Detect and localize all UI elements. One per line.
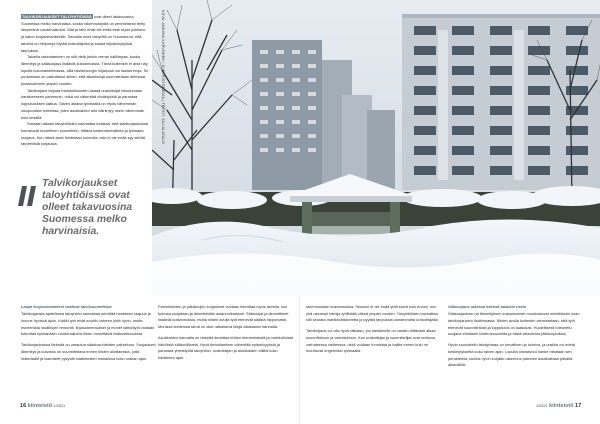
intro-paragraph: ovat olleet takavuosina Suomessa melko harvinaisia, koska rakennustyötä on perinteisesti tehty lämpiminä vuodenaikoina. Sää ja talvi eivät ole enää este myös julkisivu- ja katon korjaushankkeille. Samalla moni taloyhtiö on huomannut, että talvella on helpompi löytää urakoitsijoita ja saada kilpailukykyisiä tarjouksia. — [21, 14, 147, 53]
body-column-4 — [448, 304, 584, 369]
left-folio — [20, 403, 65, 409]
left-magazine-name: kiinteistö — [27, 403, 53, 409]
right-page-number: 17 — [574, 403, 582, 409]
intro-paragraph: Samaan aikaan taloyhtiöiden kannattaa muistaa, että talvikorjauksissa korostuvat huolellinen suunnittelu, riittävä kosteudenhallinta ja työmaan suojaus. Kun nämä asiat hoidetaan kunnolla, talvi ei ole enää syy siirtää tarpeellista korjausta. — [21, 121, 148, 147]
column-paragraph: Asukkaiden kannalta on tärkeää tiedottaa töiden etenemisestä ja mahdollisista häiriöistä säännöllisesti. Hyvä tiedottaminen vähentää epäselvyyksiä ja parantaa yhteistyötä taloyhtiön, urakoitsijan ja asukkaiden välillä koko hankkeen ajan. — [158, 334, 293, 360]
right-issue: 1/2021 — [536, 404, 548, 408]
column-subheading: Laajat korjaushankkeet vaativat talvisuunnittelua — [21, 304, 112, 309]
intro-text — [21, 14, 149, 148]
left-issue: 1/2021 — [53, 404, 66, 408]
right-magazine-name: kiinteistö — [549, 403, 574, 409]
intro-paragraph: Talvikorjaus tarjoaa mahdollisuuden saada urakoitsijat sitoutumaan hankkeeseen paremmin, mikä voi vähentää viivästyksiä ja parantaa lopputuloksen laatua. Talven aikana työmaalla on myös vähemmän ulkopuolista toimintaa, joten asukkaiden arki häiriintyy usein vähemmän kuin kesällä. — [21, 87, 145, 120]
column-paragraph: Hyvin suunniteltu talvityömaa on turvallinen ja toimiva, ja urakka voi edetä keskeytyksettä koko talven ajan. Lopulta onnistunut hanke mitataan sen perusteella, kuinka hyvin korjattu rakennus palvelee asukkaitaan pitkällä aikavälillä. — [448, 342, 575, 368]
right-folio — [536, 403, 581, 409]
column-subheading: Sääsuojaus maksaa itsensä takaisin usein — [448, 304, 527, 309]
pull-quote-text: Talvikorjaukset taloyhtiöissä ovat olleet takavuosina Suomessa melko harvinaisia. — [42, 178, 133, 237]
left-page-number: 16 — [20, 403, 27, 409]
intro-paragraph: Talvella rakentaminen on silti vielä jonkin verran kalliimpaa, koska lämmitys ja sääsuojaus lisäävät kustannuksia. Tämä kuitenkin ei aina näy lopulta kokonaishinnassa, sillä talvisesongin hiljaisuus voi tasata eroja. Se puolestaan on vaikuttanut siihen, että aikatauluja suunnitellaan aiempaa joustavammin ympäri vuoden. — [21, 54, 149, 87]
intro-lead-heading: TALVIKORJAUKSET TALOYHTIÖISSÄ — [22, 14, 92, 19]
body-column-2 — [158, 304, 294, 362]
column-paragraph: Talvikorjauksissa tärkeää on varautua sääolosuhteiden vaihteluun. Suojaukset, lämmitys ja kuivatus on suunniteltava ennen töiden aloittamista, jotta materiaalit ja rakenteet pysyvät vaatimusten mukaisina koko urakan ajan. — [21, 342, 157, 361]
winter-apartment-photo — [152, 0, 600, 296]
column-paragraph: rakennusalan kustannuksia. Sesonki ei ole enää yhtä selvä kuin ennen, kun yhä useampi toimija työllistää väkeä ympäri vuoden. Taloyhtiöiden kannattaa silti seurata markkinatilannetta ja pyytää tarjouksia useammalta urakoitsijalta. — [306, 304, 439, 323]
column-paragraph: Parvekkeiden ja julkisivujen korjaukset voidaan toteuttaa myös talvella, kun työmaa suojataan ja lämmitetään asianmukaisesti. Sääsuojat ja lämmittimet lisäävät kustannuksia, mutta niiden avulla työt etenevät säästä riippumatta. Monissa kohteissa tämä on ollut ratkaiseva tekijä aikataulun kannalta. — [158, 304, 289, 330]
column-paragraph: Talvikorjausta ajatellessa taloyhtiön kannattaa selvittää hankkeen laajuus ja luonne hyvissä ajoin. Kaikki työt eivät sovellu talveen yhtä hyvin, mutta esimerkiksi sisätilojen remontit, linjasaneeraukset ja monet sähkötyöt voidaan toteuttaa kylmänäkin vuodenaikana ilman merkittäviä lisäkustannuksia. — [21, 311, 155, 337]
quote-mark-icon — [18, 184, 38, 208]
photo-illustration — [152, 0, 600, 296]
column-paragraph: Talvikorjaus voi olla hyvä ratkaisu, jos hankkeelle on varattu riittävästi aikaa suunnitteluun ja valmisteluun. Kun urakoitsijat ja suunnittelijat ovat mukana varhaisessa vaiheessa, riskit voidaan tunnistaa ja hallita ennen kuin ne muuttuvat ongelmiksi työmaalla. — [306, 328, 436, 354]
body-column-1 — [21, 304, 157, 362]
photo-credit: KUVA: ANNIINA KARVONEN / KIINTEISTÖMEDIA | TEKSTI: KAJ ALATALO — [161, 10, 165, 144]
body-column-3 — [306, 304, 442, 355]
column-paragraph: Sääsuojauksen ja lämmityksen kustannukset muodostavat merkittävän osan talvikorjausten lisähinnasta. Niiden avulla kuitenkin varmistetaan, että työt etenevät suunnitellusti ja lopputulos on laadukas. Huolellisesti toteutettu suojaus ehkäisee kosteusvaurioita ja niistä aiheutuvia jälkikorjauksia. — [448, 311, 580, 337]
